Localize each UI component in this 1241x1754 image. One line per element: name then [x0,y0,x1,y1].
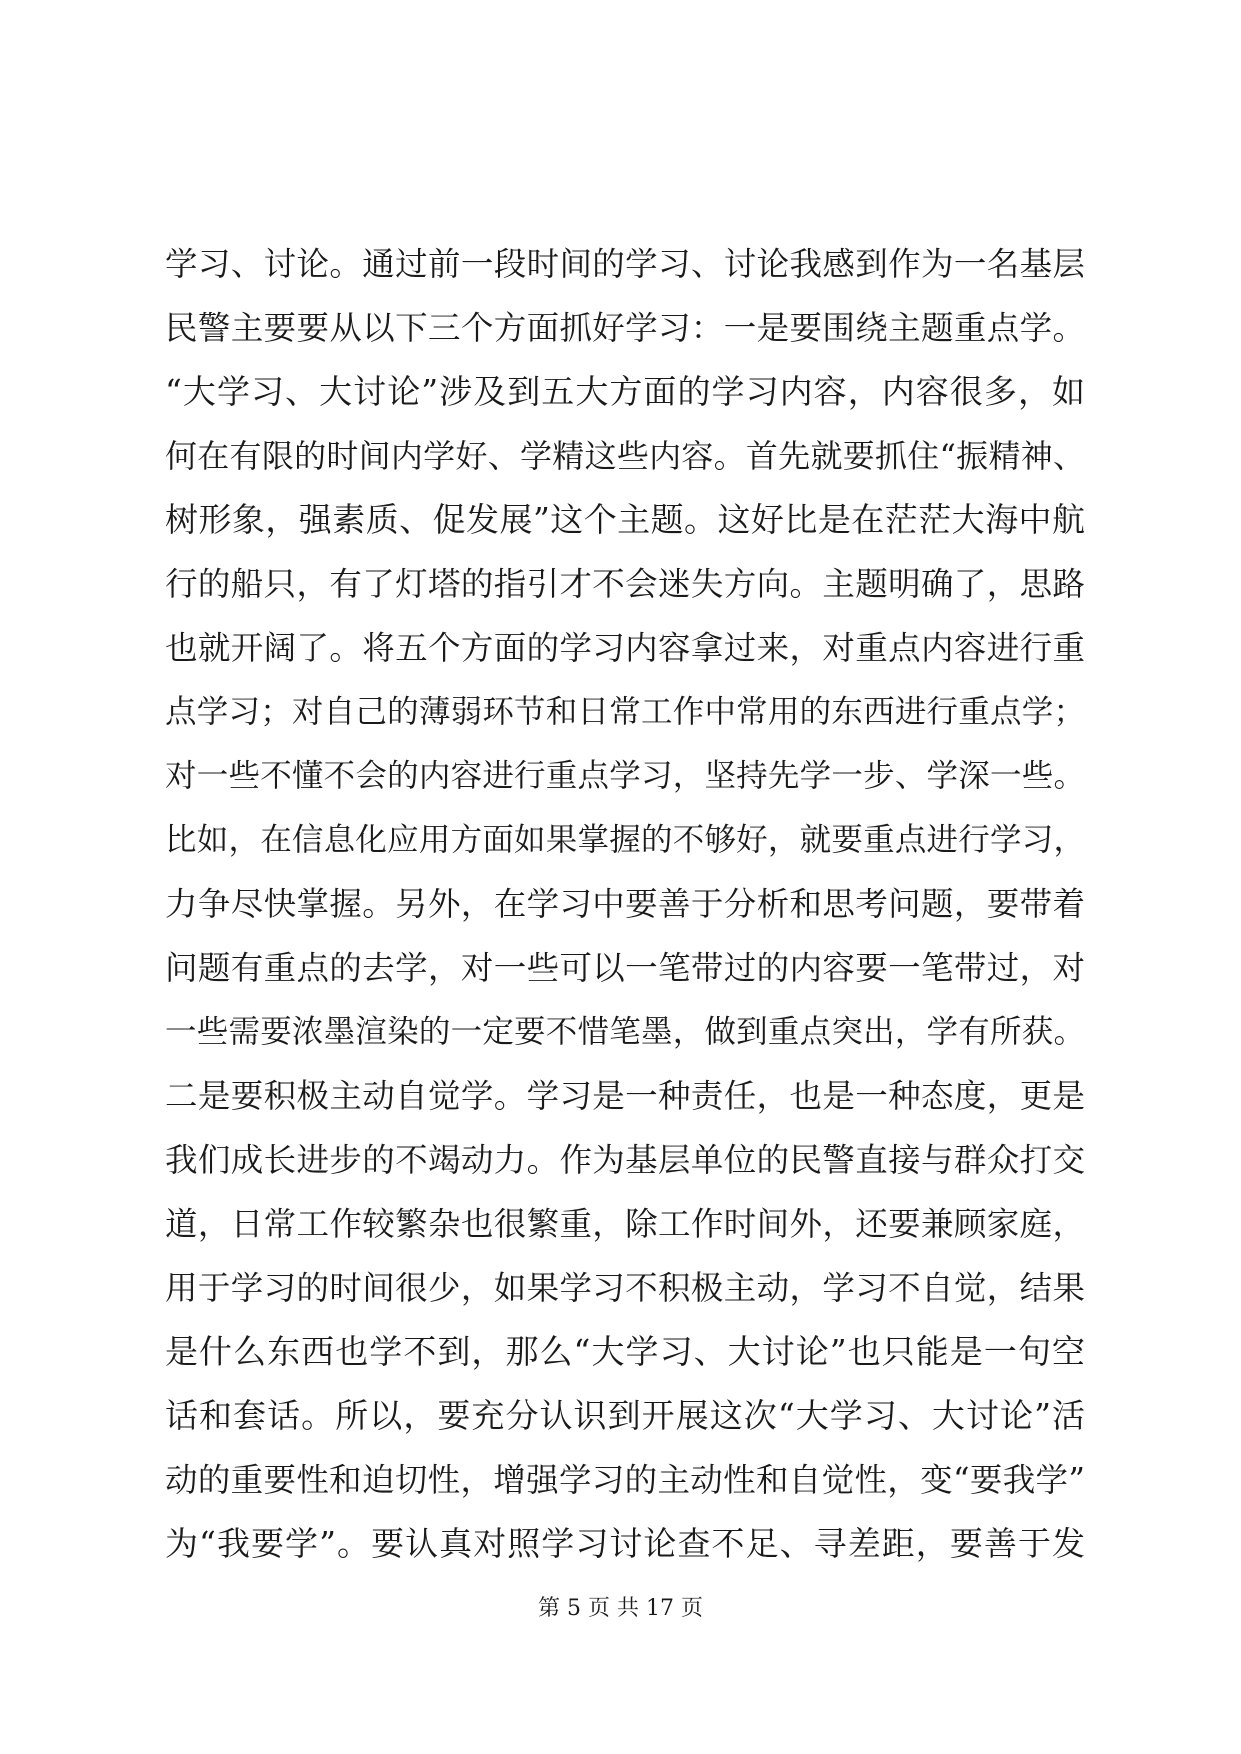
text-line: 二是要积极主动自觉学。学习是一种责任，也是一种态度，更是 [165,1077,1085,1115]
text-line: 为“我要学”。要认真对照学习讨论查不足、寻差距，要善于发 [165,1524,1085,1563]
body-text [165,232,1085,1576]
text-line: 对一些不懂不会的内容进行重点学习，坚持先学一步、学深一些。 [165,758,1085,794]
text-line: 话和套话。所以，要充分认识到开展这次“大学习、大讨论”活 [165,1396,1085,1435]
text-line: 点学习；对自己的薄弱环节和日常工作中常用的东西进行重点学； [165,694,1085,730]
text-line: 民警主要要从以下三个方面抓好学习：一是要围绕主题重点学。 [165,309,1085,347]
text-line: 道，日常工作较繁杂也很繁重，除工作时间外，还要兼顾家庭， [165,1205,1085,1243]
page-number-footer: 第 5 页 共 17 页 [538,1596,703,1621]
text-line: 也就开阔了。将五个方面的学习内容拿过来，对重点内容进行重 [165,629,1085,667]
text-line: 树形象，强素质、促发展”这个主题。这好比是在茫茫大海中航 [165,500,1085,539]
text-line: 我们成长进步的不竭动力。作为基层单位的民警直接与群众打交 [165,1141,1085,1179]
text-line: 力争尽快掌握。另外，在学习中要善于分析和思考问题，要带着 [165,885,1085,923]
text-line: 动的重要性和迫切性，增强学习的主动性和自觉性，变“要我学” [165,1461,1085,1499]
text-line: 学习、讨论。通过前一段时间的学习、讨论我感到作为一名基层 [165,245,1085,283]
text-line: 是什么东西也学不到，那么“大学习、大讨论”也只能是一句空 [165,1332,1085,1371]
text-line: 行的船只，有了灯塔的指引才不会迷失方向。主题明确了，思路 [165,565,1085,603]
text-line: 比如，在信息化应用方面如果掌握的不够好，就要重点进行学习， [165,822,1085,858]
text-line: 何在有限的时间内学好、学精这些内容。首先就要抓住“振精神、 [165,437,1085,475]
text-line: 用于学习的时间很少，如果学习不积极主动，学习不自觉，结果 [165,1269,1085,1307]
text-line: 问题有重点的去学，对一些可以一笔带过的内容要一笔带过，对 [165,949,1085,987]
text-line: “大学习、大讨论”涉及到五大方面的学习内容，内容很多，如 [165,372,1085,411]
text-line: 一些需要浓墨渲染的一定要不惜笔墨，做到重点突出，学有所获。 [165,1014,1085,1050]
